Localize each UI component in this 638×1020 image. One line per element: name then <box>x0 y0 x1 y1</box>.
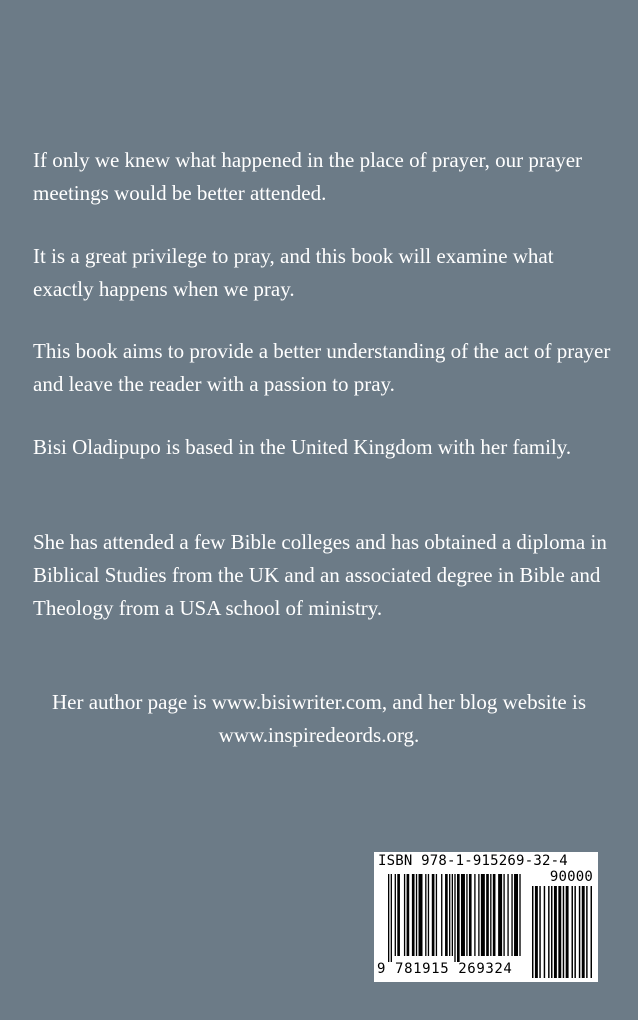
barcode-bar <box>535 886 538 978</box>
barcode-bar <box>407 874 410 956</box>
barcode-bar <box>474 874 475 956</box>
barcode-bar <box>511 874 512 956</box>
blurb-paragraph-2: It is a great privilege to pray, and this book will examine what exactly happens when we pray. <box>33 244 554 301</box>
barcode-bar <box>566 886 569 978</box>
barcode-bar <box>454 874 455 962</box>
barcode-bar <box>507 874 508 956</box>
barcode-bar <box>579 886 580 978</box>
barcode-bar <box>558 886 561 978</box>
barcode-bar <box>486 874 489 956</box>
barcode-bar <box>582 886 585 978</box>
blurb-paragraph-1: If only we knew what happened in the place of prayer, our prayer meetings would be better attended. <box>33 148 583 205</box>
barcode-bar <box>452 874 453 956</box>
barcode-bar <box>404 874 405 956</box>
isbn-text: ISBN 978-1-915269-32-4 <box>378 853 568 869</box>
barcode-bar <box>478 874 479 956</box>
barcode-bar <box>591 886 592 978</box>
barcode-bar <box>544 886 545 978</box>
barcode-bar <box>563 886 564 978</box>
barcode-bar <box>519 874 520 956</box>
barcode-bar <box>397 874 400 956</box>
barcode-bar <box>586 886 587 978</box>
barcode-bar <box>412 874 415 956</box>
barcode-bar <box>388 874 389 962</box>
barcode-bar <box>445 874 448 956</box>
barcode-bar <box>419 874 423 956</box>
barcode-bar <box>548 886 549 978</box>
barcode-bar <box>461 874 465 956</box>
barcode-bar <box>395 874 396 956</box>
barcode-bar <box>425 874 426 956</box>
barcode-bar <box>432 874 435 956</box>
barcode-bar <box>416 874 417 956</box>
barcode-bar <box>574 886 575 978</box>
barcode-bar <box>481 874 485 956</box>
barcode-bar <box>428 874 429 956</box>
barcode-bar <box>493 874 496 956</box>
barcode-bars-main <box>388 874 522 962</box>
barcode-bar <box>469 874 472 956</box>
barcode-bar <box>391 874 392 962</box>
isbn-barcode <box>374 852 598 982</box>
blurb-paragraph-3: This book aims to provide a better understanding of the act of prayer and leave the reader with a passion to pray. <box>33 339 611 396</box>
barcode-bar <box>514 874 518 956</box>
barcode-bar <box>572 886 573 978</box>
barcode-bar <box>503 874 504 956</box>
author-bio-paragraph-2: She has attended a few Bible colleges and has obtained a diploma in Biblical Studies from the UK and an associated degree in Bible and Theology from a USA school of ministry. <box>33 530 607 620</box>
barcode-bar <box>441 874 442 956</box>
barcode-bars-addon <box>532 886 592 978</box>
price-code: 90000 <box>549 869 593 885</box>
barcode-bar <box>490 874 491 956</box>
barcode-digits: 9 781915 269324 <box>377 961 513 977</box>
barcode-bar <box>498 874 502 956</box>
barcode-bar <box>457 874 460 962</box>
barcode-bar <box>539 886 540 978</box>
author-websites: Her author page is www.bisiwriter.com, and her blog website is www.inspiredeords.org. <box>51 690 586 747</box>
barcode-bar <box>551 886 552 978</box>
barcode-bar <box>449 874 450 956</box>
barcode-bar <box>532 886 533 978</box>
author-bio-paragraph-1: Bisi Oladipupo is based in the United Kingdom with her family. <box>33 435 572 459</box>
barcode-bar <box>436 874 437 956</box>
barcode-bar <box>554 886 557 978</box>
barcode-bar <box>466 874 467 956</box>
